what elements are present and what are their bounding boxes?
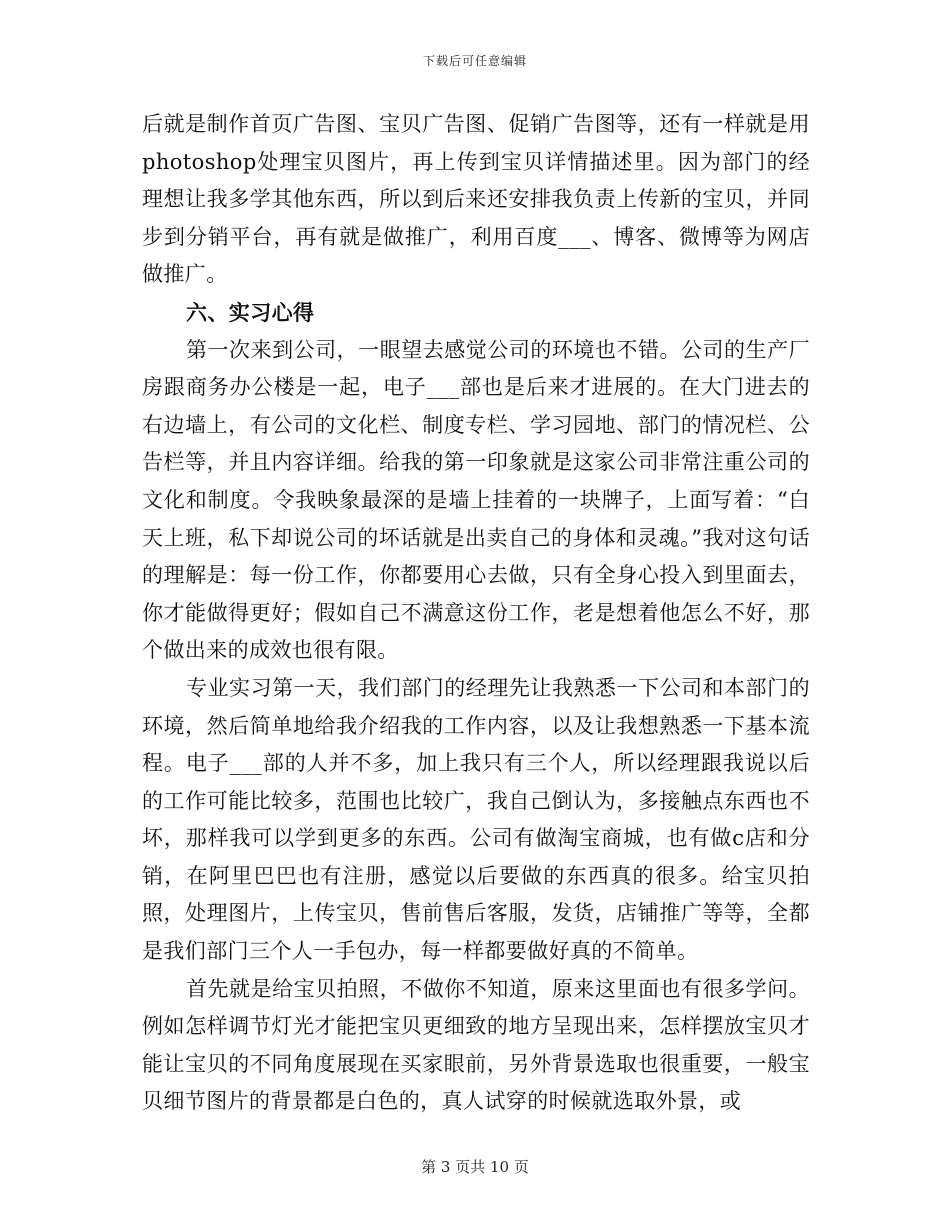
paragraph-1: 后就是制作首页广告图、宝贝广告图、促销广告图等，还有一样就是用photoshop处理宝贝图片，再上传到宝贝详情描述里。因为部门的经理想让我多学其他东西，所以到后来还安排我负责上传新的宝贝，并同步到分销平台，再有就是做推广，利用百度___、博客、微博等为网店做推广。 — [142, 112, 810, 287]
page-footer-number: 第 3 页共 10 页 — [421, 1158, 529, 1176]
page-header-note: 下载后可任意编辑 — [422, 54, 527, 68]
paragraph-2: 第一次来到公司，一眼望去感觉公司的环境也不错。公司的生产厂房跟商务办公楼是一起，电子___部也是后来才进展的。在大门进去的右边墙上，有公司的文化栏、制度专栏、学习园地、部门的情况栏、公告栏等，并且内容详细。给我的第一印象就是这家公司非常注重公司的文化和制度。令我映象最深的是墙上挂着的一块牌子，上面写着：“白天上班，私下却说公司的坏话就是出卖自己的身体和灵魂。”我对这句话的理解是：每一份工作，你都要用心去做，只有全身心投入到里面去，你才能做得更好；假如自己不满意这份工作，老是想着他怎么不好，那个做出来的成效也很有限。 — [142, 337, 810, 663]
paragraph-4: 首先就是给宝贝拍照，不做你不知道，原来这里面也有很多学问。例如怎样调节灯光才能把宝贝更细致的地方呈现出来，怎样摆放宝贝才能让宝贝的不同角度展现在买家眼前，另外背景选取也很重要，一般宝贝细节图片的背景都是白色的，真人试穿的时候就选取外景，或 — [142, 976, 810, 1114]
paragraph-3: 专业实习第一天，我们部门的经理先让我熟悉一下公司和本部门的环境，然后简单地给我介绍我的工作内容，以及让我想熟悉一下基本流程。电子___部的人并不多，加上我只有三个人，所以经理跟我说以后的工作可能比较多，范围也比较广，我自己倒认为，多接触点东西也不坏，那样我可以学到更多的东西。公司有做淘宝商城，也有做c店和分销，在阿里巴巴也有注册，感觉以后要做的东西真的很多。给宝贝拍照，处理图片，上传宝贝，售前售后客服，发货，店铺推广等等，全都是我们部门三个人一手包办，每一样都要做好真的不简单。 — [142, 675, 810, 964]
section-heading: 六、实习心得 — [186, 299, 315, 325]
document-body — [142, 106, 810, 1121]
